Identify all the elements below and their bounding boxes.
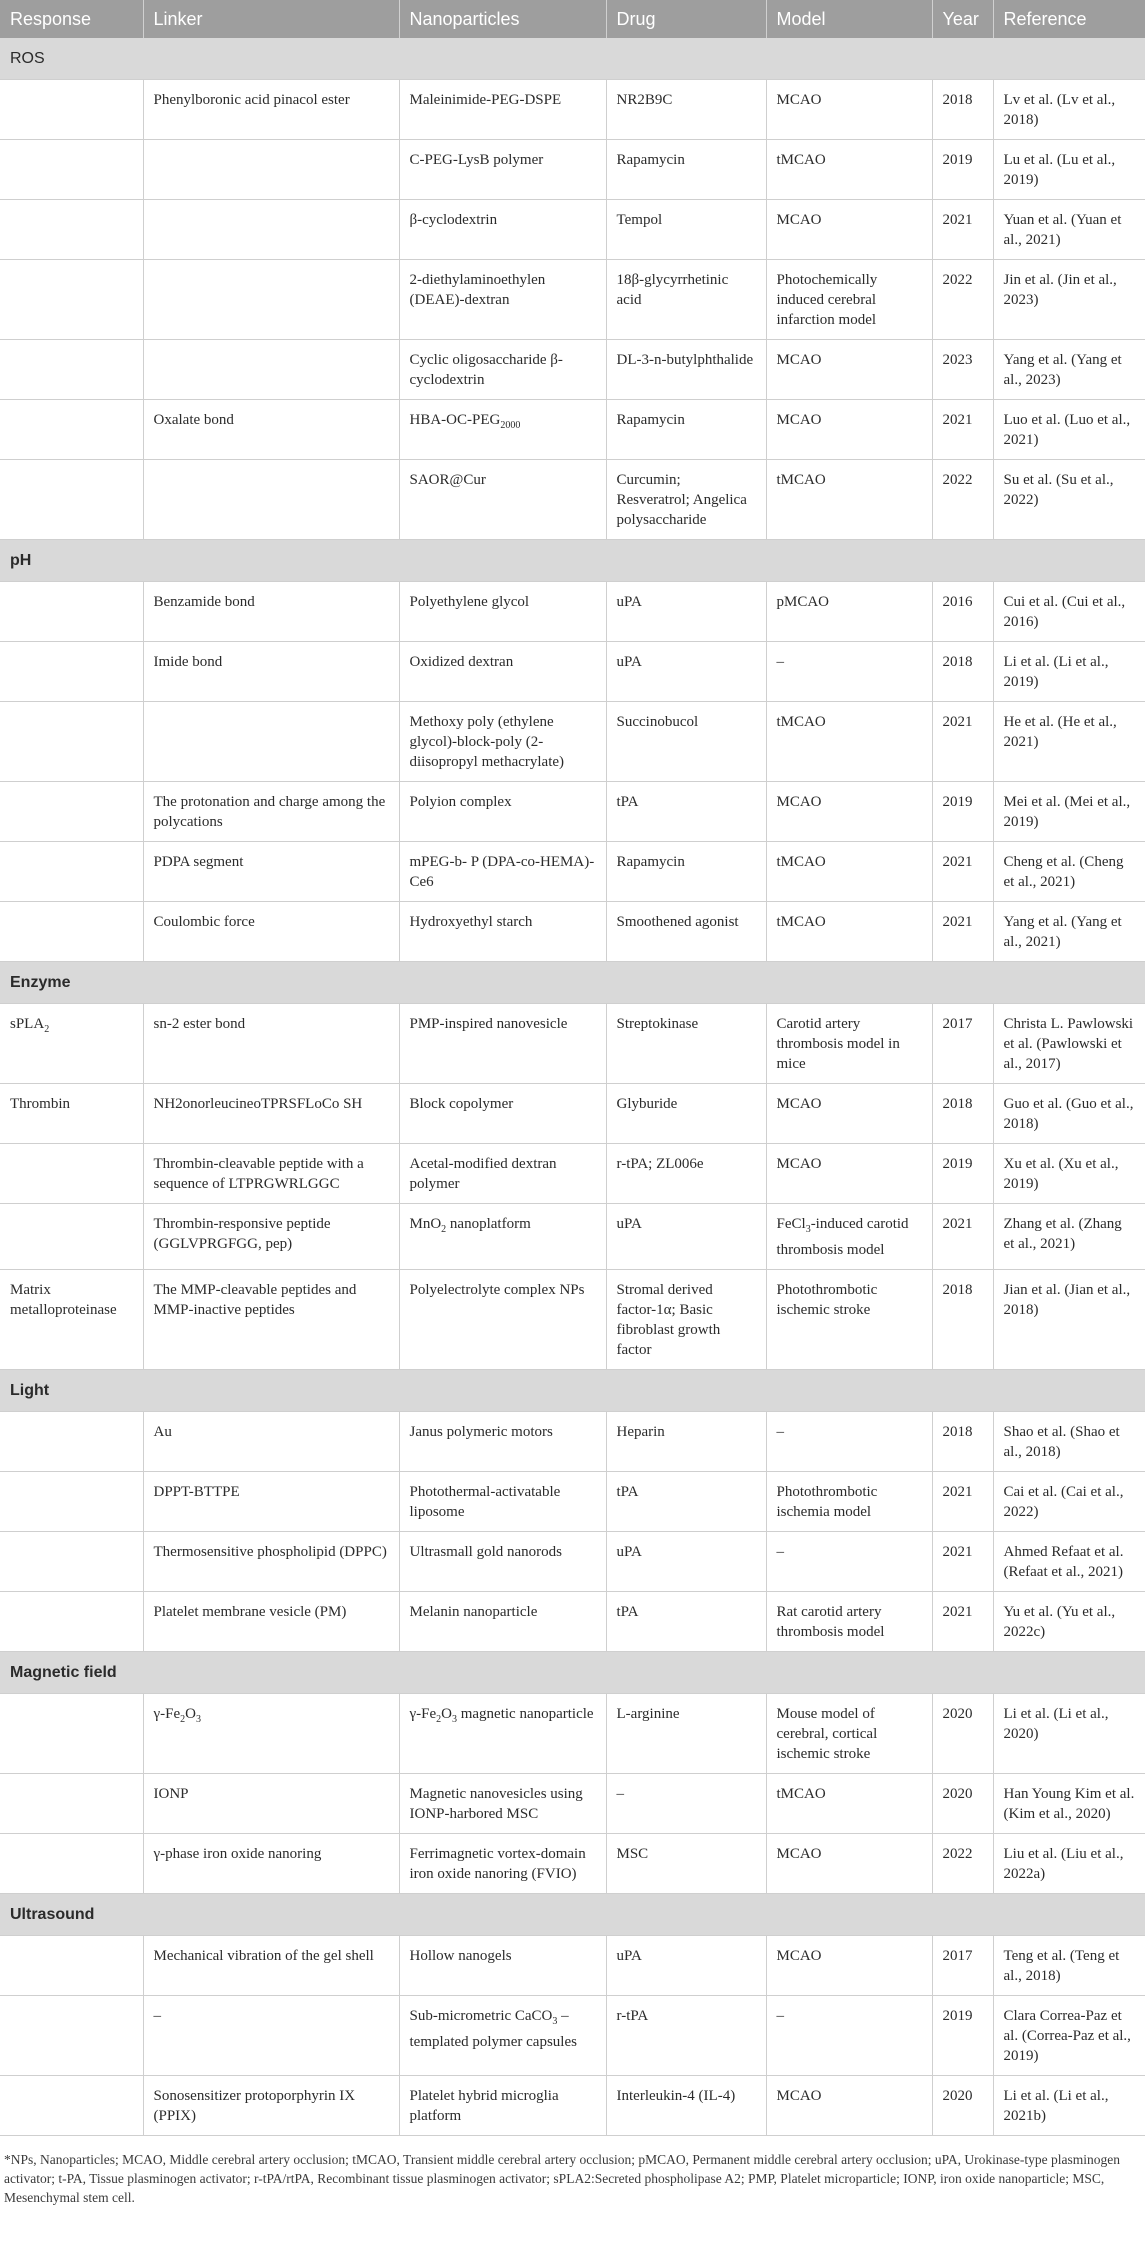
cell-response bbox=[0, 1834, 143, 1894]
table-row bbox=[0, 782, 1145, 842]
section-row bbox=[0, 1370, 1145, 1412]
cell-drug: uPA bbox=[606, 1936, 766, 1996]
cell-response bbox=[0, 400, 143, 460]
table-row bbox=[0, 460, 1145, 540]
cell-year: 2023 bbox=[932, 340, 993, 400]
cell-reference: Lu et al. (Lu et al., 2019) bbox=[993, 140, 1145, 200]
cell-response bbox=[0, 1996, 143, 2076]
cell-reference: Jian et al. (Jian et al., 2018) bbox=[993, 1270, 1145, 1370]
cell-model: – bbox=[766, 642, 932, 702]
table-row bbox=[0, 400, 1145, 460]
cell-linker: Sonosensitizer protoporphyrin IX (PPIX) bbox=[143, 2076, 399, 2136]
table-footnote: *NPs, Nanoparticles; MCAO, Middle cerebral artery occlusion; tMCAO, Transient middle cerebral artery occlusion; pMCAO, Permanent middle cerebral artery occlusion; uPA, Urokinase-type plasminogen activator; t-PA, Tissue plasminogen activator; r-tPA/rtPA, Recombinant tissue plasminogen activator; sPLA2:Secreted phospholipase A2; PMP, Platelet microparticle; IONP, iron oxide nanoparticle; MSC, Mesenchymal stem cell. bbox=[4, 2152, 1120, 2205]
cell-nanoparticles: Methoxy poly (ethylene glycol)-block-poly (2-diisopropyl methacrylate) bbox=[399, 702, 606, 782]
cell-drug: r-tPA bbox=[606, 1996, 766, 2076]
section-row bbox=[0, 540, 1145, 582]
cell-year: 2020 bbox=[932, 1694, 993, 1774]
cell-model: MCAO bbox=[766, 1084, 932, 1144]
table-row bbox=[0, 702, 1145, 782]
cell-reference: Yuan et al. (Yuan et al., 2021) bbox=[993, 200, 1145, 260]
cell-reference: Cui et al. (Cui et al., 2016) bbox=[993, 582, 1145, 642]
cell-nanoparticles: SAOR@Cur bbox=[399, 460, 606, 540]
cell-response bbox=[0, 1472, 143, 1532]
cell-response bbox=[0, 1204, 143, 1270]
cell-response bbox=[0, 902, 143, 962]
cell-model: MCAO bbox=[766, 1936, 932, 1996]
cell-response bbox=[0, 1936, 143, 1996]
section-row bbox=[0, 962, 1145, 1004]
cell-linker: Platelet membrane vesicle (PM) bbox=[143, 1592, 399, 1652]
cell-year: 2019 bbox=[932, 1996, 993, 2076]
cell-year: 2018 bbox=[932, 1270, 993, 1370]
cell-reference: Li et al. (Li et al., 2019) bbox=[993, 642, 1145, 702]
header-nanoparticles: Nanoparticles bbox=[399, 0, 606, 38]
cell-linker: γ-phase iron oxide nanoring bbox=[143, 1834, 399, 1894]
cell-year: 2022 bbox=[932, 260, 993, 340]
cell-drug: L-arginine bbox=[606, 1694, 766, 1774]
table-header-row bbox=[0, 0, 1145, 38]
cell-year: 2022 bbox=[932, 1834, 993, 1894]
table-row bbox=[0, 1592, 1145, 1652]
cell-linker bbox=[143, 702, 399, 782]
table-row bbox=[0, 200, 1145, 260]
table-row bbox=[0, 1834, 1145, 1894]
cell-linker: PDPA segment bbox=[143, 842, 399, 902]
cell-reference: Li et al. (Li et al., 2021b) bbox=[993, 2076, 1145, 2136]
cell-drug: Rapamycin bbox=[606, 400, 766, 460]
cell-drug: MSC bbox=[606, 1834, 766, 1894]
cell-nanoparticles: Block copolymer bbox=[399, 1084, 606, 1144]
cell-model: MCAO bbox=[766, 80, 932, 140]
cell-drug: Succinobucol bbox=[606, 702, 766, 782]
cell-model: MCAO bbox=[766, 1144, 932, 1204]
cell-drug: uPA bbox=[606, 582, 766, 642]
cell-response: Thrombin bbox=[0, 1084, 143, 1144]
cell-year: 2021 bbox=[932, 200, 993, 260]
header-model: Model bbox=[766, 0, 932, 38]
header-reference: Reference bbox=[993, 0, 1145, 38]
cell-drug: Curcumin; Resveratrol; Angelica polysaccharide bbox=[606, 460, 766, 540]
cell-response bbox=[0, 1412, 143, 1472]
cell-drug: 18β-glycyrrhetinic acid bbox=[606, 260, 766, 340]
cell-response bbox=[0, 1694, 143, 1774]
table-row bbox=[0, 1774, 1145, 1834]
table-row bbox=[0, 260, 1145, 340]
cell-reference: Christa L. Pawlowski et al. (Pawlowski et al., 2017) bbox=[993, 1004, 1145, 1084]
cell-model: Photochemically induced cerebral infarction model bbox=[766, 260, 932, 340]
section-title: Magnetic field bbox=[0, 1652, 1145, 1694]
cell-model: MCAO bbox=[766, 340, 932, 400]
cell-model: MCAO bbox=[766, 400, 932, 460]
table-row bbox=[0, 1204, 1145, 1270]
cell-linker: Benzamide bond bbox=[143, 582, 399, 642]
cell-nanoparticles: Platelet hybrid microglia platform bbox=[399, 2076, 606, 2136]
table-row bbox=[0, 1936, 1145, 1996]
cell-response bbox=[0, 1532, 143, 1592]
cell-reference: Clara Correa-Paz et al. (Correa-Paz et al., 2019) bbox=[993, 1996, 1145, 2076]
table-row bbox=[0, 1004, 1145, 1084]
cell-linker: $\gamma-Fe_2O_3$ bbox=[143, 1694, 399, 1774]
cell-response bbox=[0, 782, 143, 842]
cell-year: 2021 bbox=[932, 1532, 993, 1592]
cell-response bbox=[0, 460, 143, 540]
cell-nanoparticles: Janus polymeric motors bbox=[399, 1412, 606, 1472]
cell-model: tMCAO bbox=[766, 902, 932, 962]
cell-reference: Li et al. (Li et al., 2020) bbox=[993, 1694, 1145, 1774]
cell-linker: Oxalate bond bbox=[143, 400, 399, 460]
table-row bbox=[0, 2076, 1145, 2136]
table-row bbox=[0, 642, 1145, 702]
cell-year: 2020 bbox=[932, 1774, 993, 1834]
cell-model: Carotid artery thrombosis model in mice bbox=[766, 1004, 932, 1084]
cell-linker: sn-2 ester bond bbox=[143, 1004, 399, 1084]
table-row bbox=[0, 1694, 1145, 1774]
cell-nanoparticles: Sub-micrometric CaCO$_3$ –templated polymer capsules bbox=[399, 1996, 606, 2076]
cell-linker: Phenylboronic acid pinacol ester bbox=[143, 80, 399, 140]
cell-year: 2017 bbox=[932, 1936, 993, 1996]
cell-linker: Mechanical vibration of the gel shell bbox=[143, 1936, 399, 1996]
cell-year: 2020 bbox=[932, 2076, 993, 2136]
cell-linker: Thrombin-cleavable peptide with a sequence of LTPRGWRLGGC bbox=[143, 1144, 399, 1204]
cell-nanoparticles: Oxidized dextran bbox=[399, 642, 606, 702]
section-row bbox=[0, 1894, 1145, 1936]
cell-reference: Guo et al. (Guo et al., 2018) bbox=[993, 1084, 1145, 1144]
cell-drug: tPA bbox=[606, 1592, 766, 1652]
cell-drug: Stromal derived factor-1α; Basic fibroblast growth factor bbox=[606, 1270, 766, 1370]
cell-year: 2021 bbox=[932, 702, 993, 782]
section-title: Enzyme bbox=[0, 962, 1145, 1004]
cell-year: 2018 bbox=[932, 642, 993, 702]
table-row bbox=[0, 842, 1145, 902]
cell-response bbox=[0, 1774, 143, 1834]
cell-year: 2016 bbox=[932, 582, 993, 642]
cell-nanoparticles: Melanin nanoparticle bbox=[399, 1592, 606, 1652]
cell-response bbox=[0, 260, 143, 340]
cell-year: 2021 bbox=[932, 842, 993, 902]
cell-reference: Yu et al. (Yu et al., 2022c) bbox=[993, 1592, 1145, 1652]
cell-drug: uPA bbox=[606, 642, 766, 702]
cell-nanoparticles: 2-diethylaminoethylen (DEAE)-dextran bbox=[399, 260, 606, 340]
cell-model: Rat carotid artery thrombosis model bbox=[766, 1592, 932, 1652]
cell-response bbox=[0, 80, 143, 140]
cell-linker: The MMP-cleavable peptides and MMP-inactive peptides bbox=[143, 1270, 399, 1370]
cell-reference: Jin et al. (Jin et al., 2023) bbox=[993, 260, 1145, 340]
header-linker: Linker bbox=[143, 0, 399, 38]
cell-model: – bbox=[766, 1996, 932, 2076]
cell-reference: Luo et al. (Luo et al., 2021) bbox=[993, 400, 1145, 460]
table-row bbox=[0, 582, 1145, 642]
cell-nanoparticles: Acetal-modified dextran polymer bbox=[399, 1144, 606, 1204]
cell-model: MCAO bbox=[766, 200, 932, 260]
cell-reference: Shao et al. (Shao et al., 2018) bbox=[993, 1412, 1145, 1472]
section-title: ROS bbox=[0, 38, 1145, 80]
cell-response bbox=[0, 200, 143, 260]
section-row bbox=[0, 38, 1145, 80]
cell-nanoparticles: Polyelectrolyte complex NPs bbox=[399, 1270, 606, 1370]
cell-response: Matrix metalloproteinase bbox=[0, 1270, 143, 1370]
cell-model: tMCAO bbox=[766, 842, 932, 902]
cell-linker bbox=[143, 460, 399, 540]
cell-linker: NH2onorleucineoTPRSFLoCo SH bbox=[143, 1084, 399, 1144]
cell-model: Photothrombotic ischemic stroke bbox=[766, 1270, 932, 1370]
cell-drug: Streptokinase bbox=[606, 1004, 766, 1084]
cell-nanoparticles: mPEG-b- P (DPA-co-HEMA)-Ce6 bbox=[399, 842, 606, 902]
cell-year: 2017 bbox=[932, 1004, 993, 1084]
cell-nanoparticles: Maleinimide-PEG-DSPE bbox=[399, 80, 606, 140]
cell-reference: Liu et al. (Liu et al., 2022a) bbox=[993, 1834, 1145, 1894]
cell-linker bbox=[143, 260, 399, 340]
section-title: Light bbox=[0, 1370, 1145, 1412]
cell-year: 2018 bbox=[932, 80, 993, 140]
header-drug: Drug bbox=[606, 0, 766, 38]
cell-year: 2019 bbox=[932, 782, 993, 842]
cell-nanoparticles: $\gamma-Fe_2O_3$ magnetic nanoparticle bbox=[399, 1694, 606, 1774]
cell-drug: r-tPA; ZL006e bbox=[606, 1144, 766, 1204]
section-row bbox=[0, 1652, 1145, 1694]
cell-reference: He et al. (He et al., 2021) bbox=[993, 702, 1145, 782]
cell-drug: tPA bbox=[606, 1472, 766, 1532]
cell-nanoparticles: Cyclic oligosaccharide β-cyclodextrin bbox=[399, 340, 606, 400]
cell-response bbox=[0, 842, 143, 902]
cell-model: tMCAO bbox=[766, 140, 932, 200]
table-row bbox=[0, 140, 1145, 200]
cell-linker bbox=[143, 200, 399, 260]
cell-model: FeCl$_3$-induced carotid thrombosis model bbox=[766, 1204, 932, 1270]
cell-drug: Smoothened agonist bbox=[606, 902, 766, 962]
table-row bbox=[0, 1532, 1145, 1592]
cell-model: Photothrombotic ischemia model bbox=[766, 1472, 932, 1532]
cell-reference: Xu et al. (Xu et al., 2019) bbox=[993, 1144, 1145, 1204]
cell-year: 2018 bbox=[932, 1412, 993, 1472]
cell-reference: Zhang et al. (Zhang et al., 2021) bbox=[993, 1204, 1145, 1270]
cell-drug: uPA bbox=[606, 1204, 766, 1270]
cell-response bbox=[0, 702, 143, 782]
cell-year: 2018 bbox=[932, 1084, 993, 1144]
cell-nanoparticles: C-PEG-LysB polymer bbox=[399, 140, 606, 200]
cell-nanoparticles: HBA-$OC-PEG_{2000}$ bbox=[399, 400, 606, 460]
cell-year: 2021 bbox=[932, 1204, 993, 1270]
cell-drug: – bbox=[606, 1774, 766, 1834]
cell-year: 2021 bbox=[932, 902, 993, 962]
cell-nanoparticles: Photothermal-activatable liposome bbox=[399, 1472, 606, 1532]
table-row bbox=[0, 80, 1145, 140]
cell-year: 2019 bbox=[932, 140, 993, 200]
table-row bbox=[0, 1412, 1145, 1472]
cell-year: 2021 bbox=[932, 1592, 993, 1652]
cell-drug: NR2B9C bbox=[606, 80, 766, 140]
cell-year: 2021 bbox=[932, 400, 993, 460]
cell-response: sPLA$_2$ bbox=[0, 1004, 143, 1084]
table-row bbox=[0, 1996, 1145, 2076]
cell-model: MCAO bbox=[766, 782, 932, 842]
cell-linker: Au bbox=[143, 1412, 399, 1472]
cell-model: – bbox=[766, 1412, 932, 1472]
cell-linker: Coulombic force bbox=[143, 902, 399, 962]
cell-linker: DPPT-BTTPE bbox=[143, 1472, 399, 1532]
cell-linker: Imide bond bbox=[143, 642, 399, 702]
cell-model: Mouse model of cerebral, cortical ischemic stroke bbox=[766, 1694, 932, 1774]
cell-model: – bbox=[766, 1532, 932, 1592]
cell-drug: Rapamycin bbox=[606, 140, 766, 200]
cell-reference: Cheng et al. (Cheng et al., 2021) bbox=[993, 842, 1145, 902]
cell-nanoparticles: PMP-inspired nanovesicle bbox=[399, 1004, 606, 1084]
cell-year: 2021 bbox=[932, 1472, 993, 1532]
cell-reference: Yang et al. (Yang et al., 2021) bbox=[993, 902, 1145, 962]
cell-model: tMCAO bbox=[766, 702, 932, 782]
table-row bbox=[0, 340, 1145, 400]
table-row bbox=[0, 1472, 1145, 1532]
cell-reference: Han Young Kim et al. (Kim et al., 2020) bbox=[993, 1774, 1145, 1834]
cell-response bbox=[0, 1592, 143, 1652]
cell-model: MCAO bbox=[766, 1834, 932, 1894]
cell-linker: Thrombin-responsive peptide (GGLVPRGFGG, pep) bbox=[143, 1204, 399, 1270]
cell-nanoparticles: Hollow nanogels bbox=[399, 1936, 606, 1996]
cell-year: 2022 bbox=[932, 460, 993, 540]
cell-linker: The protonation and charge among the polycations bbox=[143, 782, 399, 842]
cell-nanoparticles: Ferrimagnetic vortex-domain iron oxide nanoring (FVIO) bbox=[399, 1834, 606, 1894]
cell-reference: Yang et al. (Yang et al., 2023) bbox=[993, 340, 1145, 400]
cell-drug: DL-3-n-butylphthalide bbox=[606, 340, 766, 400]
table-body bbox=[0, 38, 1145, 2136]
cell-reference: Su et al. (Su et al., 2022) bbox=[993, 460, 1145, 540]
cell-model: pMCAO bbox=[766, 582, 932, 642]
cell-linker: Thermosensitive phospholipid (DPPC) bbox=[143, 1532, 399, 1592]
cell-response bbox=[0, 642, 143, 702]
cell-nanoparticles: β-cyclodextrin bbox=[399, 200, 606, 260]
cell-nanoparticles: Polyion complex bbox=[399, 782, 606, 842]
cell-reference: Cai et al. (Cai et al., 2022) bbox=[993, 1472, 1145, 1532]
cell-linker bbox=[143, 340, 399, 400]
cell-reference: Mei et al. (Mei et al., 2019) bbox=[993, 782, 1145, 842]
cell-response bbox=[0, 582, 143, 642]
table-row bbox=[0, 1084, 1145, 1144]
table-row bbox=[0, 1270, 1145, 1370]
cell-response bbox=[0, 340, 143, 400]
cell-reference: Ahmed Refaat et al. (Refaat et al., 2021) bbox=[993, 1532, 1145, 1592]
cell-model: tMCAO bbox=[766, 460, 932, 540]
cell-drug: uPA bbox=[606, 1532, 766, 1592]
cell-linker bbox=[143, 140, 399, 200]
cell-nanoparticles: Polyethylene glycol bbox=[399, 582, 606, 642]
cell-nanoparticles: MnO$_2$ nanoplatform bbox=[399, 1204, 606, 1270]
cell-linker: IONP bbox=[143, 1774, 399, 1834]
cell-drug: Rapamycin bbox=[606, 842, 766, 902]
cell-drug: Interleukin-4 (IL-4) bbox=[606, 2076, 766, 2136]
cell-year: 2019 bbox=[932, 1144, 993, 1204]
cell-reference: Teng et al. (Teng et al., 2018) bbox=[993, 1936, 1145, 1996]
cell-drug: Tempol bbox=[606, 200, 766, 260]
cell-nanoparticles: Hydroxyethyl starch bbox=[399, 902, 606, 962]
table-row bbox=[0, 902, 1145, 962]
cell-drug: tPA bbox=[606, 782, 766, 842]
cell-reference: Lv et al. (Lv et al., 2018) bbox=[993, 80, 1145, 140]
cell-drug: Heparin bbox=[606, 1412, 766, 1472]
table-row bbox=[0, 1144, 1145, 1204]
header-year: Year bbox=[932, 0, 993, 38]
section-title: Ultrasound bbox=[0, 1894, 1145, 1936]
cell-nanoparticles: Magnetic nanovesicles using IONP-harbored MSC bbox=[399, 1774, 606, 1834]
cell-response bbox=[0, 140, 143, 200]
cell-response bbox=[0, 2076, 143, 2136]
cell-linker: – bbox=[143, 1996, 399, 2076]
cell-model: tMCAO bbox=[766, 1774, 932, 1834]
section-title: pH bbox=[0, 540, 1145, 582]
header-response: Response bbox=[0, 0, 143, 38]
cell-drug: Glyburide bbox=[606, 1084, 766, 1144]
cell-nanoparticles: Ultrasmall gold nanorods bbox=[399, 1532, 606, 1592]
cell-model: MCAO bbox=[766, 2076, 932, 2136]
cell-response bbox=[0, 1144, 143, 1204]
